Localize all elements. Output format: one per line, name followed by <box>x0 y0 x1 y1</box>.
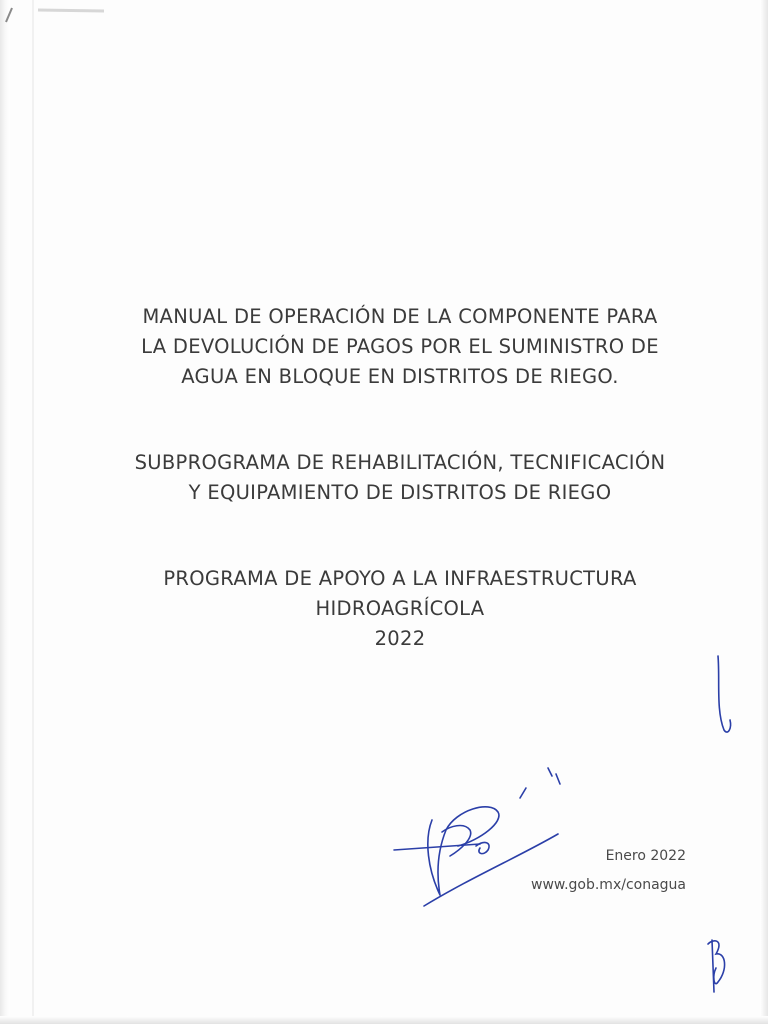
scan-shadow-left <box>0 0 10 1024</box>
program-title <box>80 564 720 654</box>
subprogram-title <box>80 448 720 508</box>
handwritten-signature-icon <box>380 760 620 920</box>
website-url: www.gob.mx/conagua <box>531 877 686 893</box>
scan-shadow-right <box>760 0 768 1024</box>
publication-date: Enero 2022 <box>605 848 686 864</box>
manual-title-line: LA DEVOLUCIÓN DE PAGOS POR EL SUMINISTRO DE <box>141 335 659 358</box>
manual-title-line: MANUAL DE OPERACIÓN DE LA COMPONENTE PARA <box>142 305 658 328</box>
staple-mark-icon <box>4 6 114 24</box>
program-year: 2022 <box>374 627 426 650</box>
program-title-line: PROGRAMA DE APOYO A LA INFRAESTRUCTURA <box>163 567 637 590</box>
subprogram-title-line: Y EQUIPAMIENTO DE DISTRITOS DE RIEGO <box>188 481 612 504</box>
program-title-line: HIDROAGRÍCOLA <box>315 597 485 620</box>
scan-shadow-bottom <box>0 1016 768 1024</box>
handwritten-initial-icon <box>700 650 750 740</box>
manual-title-line: AGUA EN BLOQUE EN DISTRITOS DE RIEGO. <box>181 365 619 388</box>
handwritten-initial-icon <box>698 930 738 1000</box>
manual-title <box>80 302 720 392</box>
subprogram-title-line: SUBPROGRAMA DE REHABILITACIÓN, TECNIFICACIÓN <box>134 451 666 474</box>
scan-crease-line <box>32 0 34 1024</box>
